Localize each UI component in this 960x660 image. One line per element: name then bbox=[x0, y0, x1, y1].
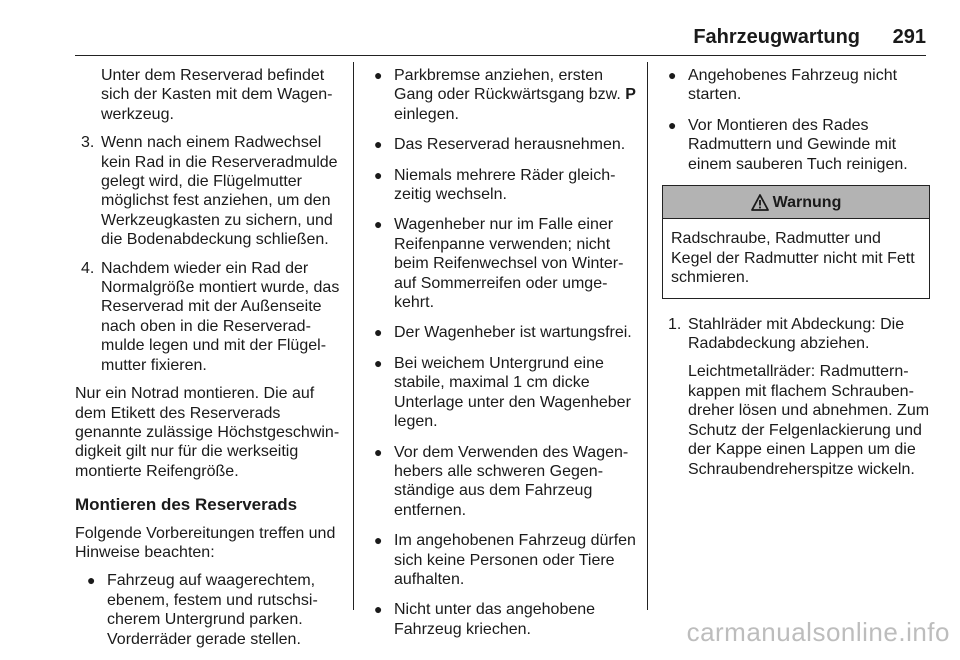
bullet-list bbox=[662, 66, 930, 174]
text-part: Parkbremse anziehen, ersten Gang oder Rückwärtsgang bzw. bbox=[394, 67, 626, 104]
bullet-icon: ● bbox=[374, 324, 383, 341]
step-number: 4. bbox=[81, 259, 95, 277]
step-list bbox=[75, 133, 343, 375]
list-item bbox=[368, 531, 636, 589]
continued-paragraph: Unter dem Reserverad befindet sich der Kasten mit dem Wagenwerkzeug. bbox=[101, 67, 333, 123]
list-item-text: Niemals mehrere Räder gleichzeitig wechseln. bbox=[394, 166, 616, 204]
step-number: 1. bbox=[668, 315, 682, 333]
list-item bbox=[662, 116, 930, 174]
warning-triangle-icon bbox=[751, 194, 769, 212]
page-number: 291 bbox=[892, 26, 926, 48]
step-sub-paragraph: Leichtmetallräder: Radmutternkappen mit flachem Schraubendreher lösen und abnehmen. Zum Schutz der Felgenlackierung und der Kappe einen Lappen um die Schraubendreherspitze wickeln. bbox=[688, 363, 930, 478]
gear-p-label: P bbox=[625, 86, 636, 104]
warning-header bbox=[663, 186, 929, 219]
list-item-text: Im angehobenen Fahrzeug dürfen sich keine Personen oder Tiere aufhalten. bbox=[394, 532, 636, 588]
column-divider-1 bbox=[353, 62, 354, 610]
bullet-list bbox=[75, 571, 343, 649]
list-item bbox=[368, 323, 636, 342]
warning-text: Radschraube, Radmutter und Kegel der Radmutter nicht mit Fett schmieren. bbox=[671, 230, 915, 287]
watermark: carmanualsonline.info bbox=[686, 616, 950, 647]
bullet-icon: ● bbox=[374, 67, 383, 83]
list-item-text: Vor Montieren des Rades Radmuttern und Gewinde mit einem sauberen Tuch reinigen. bbox=[688, 116, 908, 173]
list-item-text: Der Wagenheber ist wartungsfrei. bbox=[394, 324, 632, 342]
section-title: Montieren des Reserverads bbox=[75, 495, 298, 515]
list-item bbox=[368, 600, 636, 639]
step-text: Wenn nach einem Radwechsel kein Rad in die Reserveradmulde gelegt wird, die Flügelmutter möglichst fest anziehen, um den Werkzeugkasten zu sichern, und die Bodenabdeckung schließen. bbox=[101, 134, 338, 249]
step-number: 3. bbox=[81, 134, 95, 152]
list-item bbox=[81, 571, 343, 649]
warning-box bbox=[662, 185, 930, 299]
bullet-icon: ● bbox=[374, 136, 383, 153]
bullet-icon: ● bbox=[374, 166, 383, 183]
list-item-text: Vor dem Verwenden des Wagenhebers alle schweren Gegenständige aus dem Fahrzeug entfernen. bbox=[394, 443, 629, 519]
chapter-title: Fahrzeugwartung bbox=[693, 26, 860, 48]
list-item bbox=[368, 166, 636, 205]
list-item bbox=[662, 66, 930, 105]
list-item-text: Fahrzeug auf waagerechtem, ebenem, festem und rutschsicherem Untergrund parken. Vorderräder gerade stellen. bbox=[107, 572, 318, 648]
column-3 bbox=[662, 66, 930, 488]
bullet-icon: ● bbox=[668, 116, 677, 133]
bullet-icon: ● bbox=[668, 67, 677, 83]
bullet-icon: ● bbox=[374, 532, 383, 549]
bullet-icon: ● bbox=[87, 572, 96, 589]
column-1 bbox=[75, 66, 343, 660]
list-item-text: Das Reserverad herausnehmen. bbox=[394, 136, 626, 154]
step-text: Nachdem wieder ein Rad der Normalgröße montiert wurde, das Reserverad mit der Außenseite nach oben in die Reserveradmulde legen und mit der Flügelmutter fixieren. bbox=[101, 259, 340, 374]
column-divider-2 bbox=[647, 62, 648, 610]
column-2 bbox=[368, 66, 636, 650]
warning-title: Warnung bbox=[772, 194, 842, 212]
list-item bbox=[368, 66, 636, 124]
list-item bbox=[368, 443, 636, 521]
list-item-text: Wagenheber nur im Falle einer Reifenpanne verwenden; nicht beim Reifenwechsel von Winter- auf Sommerreifen oder umgekehrt. bbox=[394, 216, 624, 312]
list-item bbox=[368, 354, 636, 432]
bullet-icon: ● bbox=[374, 216, 383, 233]
list-item-text bbox=[394, 67, 636, 123]
bullet-icon: ● bbox=[374, 443, 383, 460]
step-item bbox=[662, 315, 930, 354]
bullet-list bbox=[368, 66, 636, 639]
step-item bbox=[75, 259, 343, 375]
intro-paragraph: Folgende Vorbereitungen treffen und Hinweise beachten: bbox=[75, 524, 336, 561]
list-item bbox=[368, 135, 636, 154]
list-item-text: Nicht unter das angehobene Fahrzeug kriechen. bbox=[394, 601, 596, 638]
step-list bbox=[662, 315, 930, 354]
step-text: Stahlräder mit Abdeckung: Die Radabdeckung abziehen. bbox=[688, 315, 905, 353]
list-item-text: Angehobenes Fahrzeug nicht starten. bbox=[688, 67, 898, 104]
list-item bbox=[368, 215, 636, 312]
step-item bbox=[75, 133, 343, 249]
text-part: einlegen. bbox=[394, 105, 459, 123]
list-item-text: Bei weichem Untergrund eine stabile, maximal 1 cm dicke Unterlage unter den Wagenheber legen. bbox=[394, 354, 631, 431]
bullet-icon: ● bbox=[374, 601, 383, 618]
header-divider bbox=[75, 55, 926, 56]
note-paragraph: Nur ein Notrad montieren. Die auf dem Etikett des Reserverads genannte zulässige Höchstgeschwindigkeit gilt nur für die werkseitig montierte Reifengröße. bbox=[75, 385, 340, 480]
page-header bbox=[0, 28, 960, 54]
bullet-icon: ● bbox=[374, 354, 383, 371]
